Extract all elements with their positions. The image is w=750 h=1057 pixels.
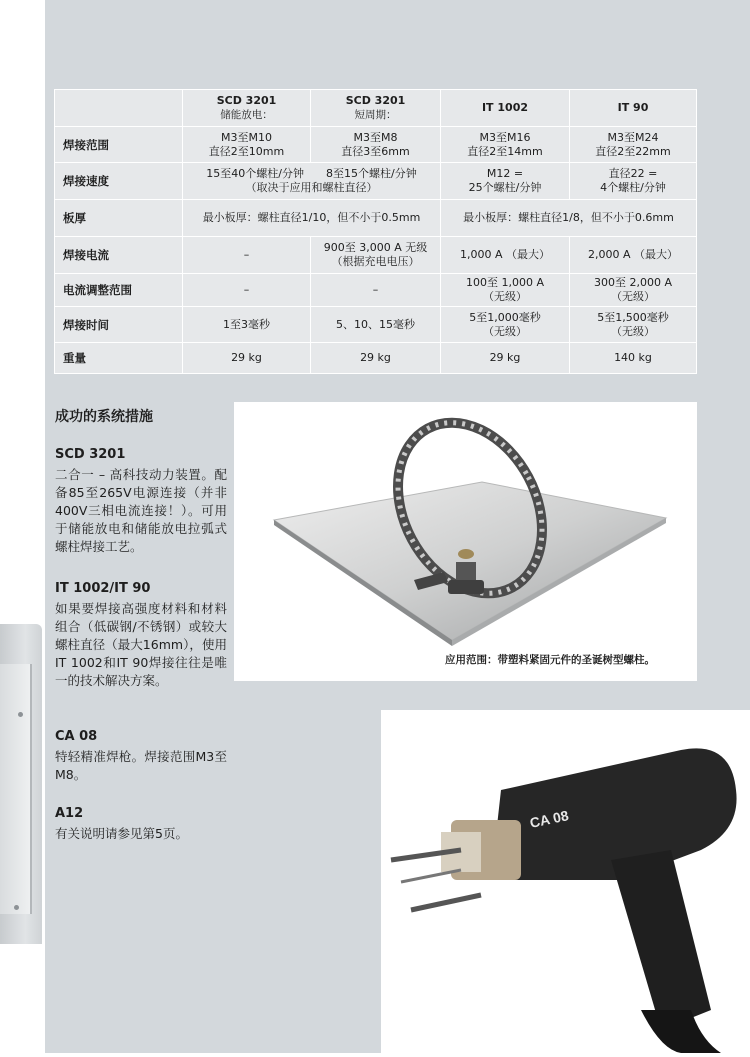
table-cell: M3至M10 直径2至10mm [183,127,311,163]
gun-model-label: CA 08 [528,807,570,831]
table-row [55,200,697,237]
row-label: 焊接电流 [55,237,183,274]
table-row [55,163,697,200]
table-cell: 最小板厚：螺柱直径1/10，但不小于0.5mm [183,200,441,237]
header-cell [183,90,311,127]
header-sub: 短周期： [354,109,397,121]
table-cell: – [183,274,311,307]
info-block-it1002 [55,580,227,690]
table-cell: 2,000 A （最大） [570,237,697,274]
block-body: 特轻精准焊枪。焊接范围M3至M8。 [55,749,227,782]
block-title: CA 08 [55,729,98,744]
table-cell: 900至 3,000 A 无级 （根据充电电压） [311,237,441,274]
welding-unit-front-panel [0,664,32,914]
table-cell: M3至M8 直径3至6mm [311,127,441,163]
header-empty-cell [55,90,183,127]
row-label: 电流调整范围 [55,274,183,307]
ca08-gun-photo [381,710,750,1053]
row-label: 焊接范围 [55,127,183,163]
header-model: IT 90 [617,101,649,114]
section-title: 成功的系统措施 [55,409,153,425]
application-caption: 应用范围：带塑料紧固元件的圣诞树型螺柱。 [445,654,655,666]
table-row [55,274,697,307]
stud-welding-gun-illustration [381,710,750,1053]
header-cell [570,90,697,127]
row-label: 焊接时间 [55,307,183,343]
block-title: A12 [55,806,84,821]
block-title: IT 1002/IT 90 [55,581,151,596]
info-block-a12 [55,805,227,843]
table-cell: M12 = 25个螺柱/分钟 [441,163,570,200]
table-cell: 29 kg [183,343,311,374]
header-model: SCD 3201 [345,94,406,107]
block-body: 二合一 – 高科技动力装置。配备85至265V电源连接（并非400V三相电流连接！）。可用于储能放电和储能放电拉弧式螺柱焊接工艺。 [55,467,227,554]
application-photo [234,402,697,681]
header-sub: 储能放电： [220,109,273,121]
table-cell: 直径22 = 4个螺柱/分钟 [570,163,697,200]
screw-icon [18,712,23,717]
table-cell: 300至 2,000 A （无级） [570,274,697,307]
table-cell: M3至M24 直径2至22mm [570,127,697,163]
table-cell: 5至1,000毫秒 （无级） [441,307,570,343]
table-row [55,237,697,274]
table-cell: 1,000 A （最大） [441,237,570,274]
table-cell: 29 kg [311,343,441,374]
header-cell [441,90,570,127]
table-header-row [55,90,697,127]
table-cell: 5至1,500毫秒 （无级） [570,307,697,343]
table-row [55,307,697,343]
table-cell: 1至3毫秒 [183,307,311,343]
table-cell: 最小板厚：螺柱直径1/8，但不小于0.6mm [441,200,697,237]
row-label: 重量 [55,343,183,374]
header-model: IT 1002 [481,101,529,114]
block-title: SCD 3201 [55,447,126,462]
block-body: 有关说明请参见第5页。 [55,826,188,841]
table-cell: – [183,237,311,274]
table-cell: 5、10、15毫秒 [311,307,441,343]
block-body: 如果要焊接高强度材料和材料组合（低碳钢/不锈钢）或较大螺柱直径（最大16mm），使用IT 1002和IT 90焊接往往是唯一的技术解决方案。 [55,601,227,688]
header-cell [311,90,441,127]
row-label: 焊接速度 [55,163,183,200]
info-block-ca08 [55,728,227,784]
info-block-scd3201 [55,446,227,556]
header-model: SCD 3201 [216,94,277,107]
stud-with-clip-illustration [234,402,697,681]
table-cell: – [311,274,441,307]
table-cell: 29 kg [441,343,570,374]
spec-table [54,89,697,374]
table-row [55,343,697,374]
screw-icon [14,905,19,910]
table-cell: 140 kg [570,343,697,374]
table-cell: M3至M16 直径2至14mm [441,127,570,163]
row-label: 板厚 [55,200,183,237]
table-cell: 100至 1,000 A （无级） [441,274,570,307]
table-cell: 15至40个螺柱/分钟 8至15个螺柱/分钟 （取决于应用和螺柱直径） [183,163,441,200]
table-row [55,127,697,163]
